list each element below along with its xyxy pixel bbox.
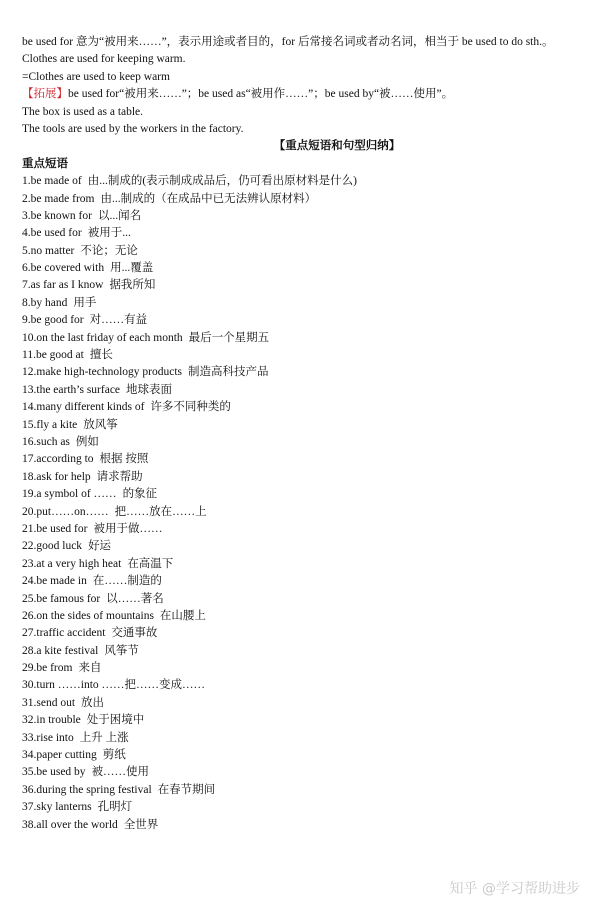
phrase-english: 37.sky lanterns: [22, 801, 92, 814]
phrase-item: [22, 556, 582, 573]
phrase-chinese: 孔明灯: [97, 801, 133, 814]
phrase-chinese: 剪纸: [102, 749, 126, 762]
phrase-chinese: 上升 上涨: [79, 731, 129, 744]
phrase-english: 1.be made of: [22, 175, 82, 188]
phrase-english: 11.be good at: [22, 349, 84, 362]
phrase-chinese: 许多不同种类的: [150, 401, 231, 414]
phrase-chinese: 把……放在……上: [114, 505, 207, 518]
phrase-item: [22, 486, 582, 503]
phrase-english: 21.be used for: [22, 522, 88, 535]
phrase-item: [22, 591, 582, 608]
phrase-english: 20.put……on……: [22, 505, 109, 518]
phrase-chinese: 被用于...: [87, 227, 131, 240]
phrase-chinese: 被……使用: [91, 766, 150, 779]
phrase-item: [22, 208, 582, 225]
phrase-english: 36.during the spring festival: [22, 783, 152, 796]
phrase-english: 23.at a very high heat: [22, 557, 122, 570]
phrase-english: 33.rise into: [22, 731, 74, 744]
phrase-item: [22, 608, 582, 625]
phrase-chinese: 由...制成的(表示制成成品后，仍可看出原材料是什么): [87, 175, 358, 188]
phrase-chinese: 不论；无论: [80, 244, 138, 257]
phrase-chinese: 由...制成的（在成品中已无法辨认原材料）: [100, 192, 317, 205]
phrase-item: [22, 677, 582, 694]
phrase-item: [22, 347, 582, 364]
phrase-english: 3.be known for: [22, 209, 92, 222]
phrase-english: 27.traffic accident: [22, 627, 106, 640]
phrase-item: [22, 191, 582, 208]
phrase-chinese: 来自: [78, 662, 102, 675]
phrase-item: [22, 243, 582, 260]
phrase-item: [22, 712, 582, 729]
phrase-chinese: 对……有益: [89, 314, 148, 327]
phrase-item: [22, 225, 582, 242]
intro-line-3: =Clothes are used to keep warm: [22, 70, 170, 83]
phrase-english: 24.be made in: [22, 575, 87, 588]
phrase-english: 7.as far as I know: [22, 279, 104, 292]
phrase-english: 28.a kite festival: [22, 644, 99, 657]
phrase-english: 12.make high-technology products: [22, 366, 183, 379]
phrase-item: [22, 382, 582, 399]
phrase-chinese: 处于困境中: [86, 714, 145, 727]
phrase-chinese: 在高温下: [127, 557, 174, 570]
phrase-chinese: 放出: [81, 696, 105, 709]
phrase-list: [22, 173, 582, 834]
document-page: [22, 34, 582, 834]
subheading: 重点短语: [22, 157, 68, 170]
phrase-chinese: 在山腰上: [159, 609, 206, 622]
phrase-item: [22, 695, 582, 712]
phrase-english: 34.paper cutting: [22, 749, 97, 762]
phrase-item: [22, 469, 582, 486]
phrase-item: [22, 399, 582, 416]
phrase-english: 26.on the sides of mountains: [22, 609, 154, 622]
phrase-item: [22, 330, 582, 347]
phrase-english: 22.good luck: [22, 540, 83, 553]
phrase-item: [22, 573, 582, 590]
phrase-chinese: 以……著名: [106, 592, 164, 605]
phrase-chinese: 的象征: [122, 488, 158, 501]
phrase-english: 29.be from: [22, 662, 73, 675]
phrase-chinese: 在春节期间: [157, 783, 216, 796]
intro-line-5: The box is used as a table.: [22, 105, 144, 118]
phrase-chinese: 据我所知: [109, 279, 156, 292]
phrase-item: [22, 260, 582, 277]
phrase-english: 18.ask for help: [22, 470, 91, 483]
watermark: 知乎 @学习帮助进步: [449, 881, 580, 897]
phrase-item: [22, 173, 582, 190]
phrase-item: [22, 434, 582, 451]
phrase-chinese: 放风筝: [83, 418, 118, 431]
phrase-item: [22, 451, 582, 468]
phrase-chinese: 交通事故: [111, 627, 158, 640]
phrase-english: 30.turn ……into ……把……变成……: [22, 679, 206, 692]
phrase-item: [22, 625, 582, 642]
phrase-chinese: 请求帮助: [96, 470, 143, 483]
intro-line-2: Clothes are used for keeping warm.: [22, 53, 186, 66]
phrase-chinese: 地球表面: [126, 383, 173, 396]
phrase-chinese: 好运: [88, 540, 112, 553]
phrase-english: 25.be famous for: [22, 592, 101, 605]
expand-tag: 【拓展】: [22, 88, 68, 101]
phrase-english: 15.fly a kite: [22, 418, 78, 431]
phrase-item: [22, 660, 582, 677]
phrase-chinese: 用手: [73, 296, 97, 309]
section-title: 【重点短语和句型归纳】: [273, 140, 401, 153]
phrase-item: [22, 643, 582, 660]
phrase-item: [22, 730, 582, 747]
phrase-english: 19.a symbol of ……: [22, 488, 117, 501]
phrase-item: [22, 799, 582, 816]
phrase-english: 16.such as: [22, 435, 70, 448]
phrase-english: 10.on the last friday of each month: [22, 331, 183, 344]
phrase-english: 9.be good for: [22, 314, 84, 327]
phrase-english: 2.be made from: [22, 192, 95, 205]
phrase-chinese: 被用于做……: [93, 522, 163, 535]
phrase-item: [22, 417, 582, 434]
phrase-chinese: 风筝节: [104, 644, 139, 657]
phrase-english: 4.be used for: [22, 227, 82, 240]
phrase-item: [22, 521, 582, 538]
phrase-item: [22, 747, 582, 764]
expand-line: [22, 86, 582, 103]
phrase-english: 6.be covered with: [22, 262, 105, 275]
phrase-item: [22, 764, 582, 781]
expand-text: be used for“被用来……”；be used as“被用作……”；be used by“被……使用”。: [68, 88, 454, 101]
phrase-english: 17.according to: [22, 453, 94, 466]
phrase-english: 5.no matter: [22, 244, 75, 257]
phrase-item: [22, 817, 582, 834]
phrase-chinese: 在……制造的: [92, 575, 162, 588]
phrase-chinese: 根据 按照: [99, 453, 149, 466]
phrase-item: [22, 312, 582, 329]
phrase-english: 31.send out: [22, 696, 76, 709]
phrase-chinese: 例如: [75, 435, 99, 448]
phrase-chinese: 最后一个星期五: [188, 331, 270, 344]
phrase-item: [22, 295, 582, 312]
phrase-english: 32.in trouble: [22, 714, 81, 727]
phrase-english: 38.all over the world: [22, 818, 118, 831]
phrase-chinese: 用...覆盖: [110, 262, 154, 275]
phrase-item: [22, 782, 582, 799]
phrase-english: 35.be used by: [22, 766, 86, 779]
phrase-item: [22, 277, 582, 294]
phrase-chinese: 擅长: [89, 349, 113, 362]
phrase-chinese: 制造高科技产品: [188, 366, 269, 379]
phrase-item: [22, 538, 582, 555]
phrase-english: 13.the earth’s surface: [22, 383, 121, 396]
phrase-item: [22, 504, 582, 521]
phrase-item: [22, 364, 582, 381]
phrase-chinese: 以...闻名: [97, 209, 142, 222]
phrase-english: 8.by hand: [22, 296, 68, 309]
phrase-chinese: 全世界: [123, 818, 159, 831]
intro-line-1: be used for 意为“被用来……”，表示用途或者目的，for 后常接名词或者动名词，相当于 be used to do sth.。: [22, 36, 554, 48]
phrase-english: 14.many different kinds of: [22, 401, 145, 414]
intro-line-6: The tools are used by the workers in the factory.: [22, 122, 244, 135]
